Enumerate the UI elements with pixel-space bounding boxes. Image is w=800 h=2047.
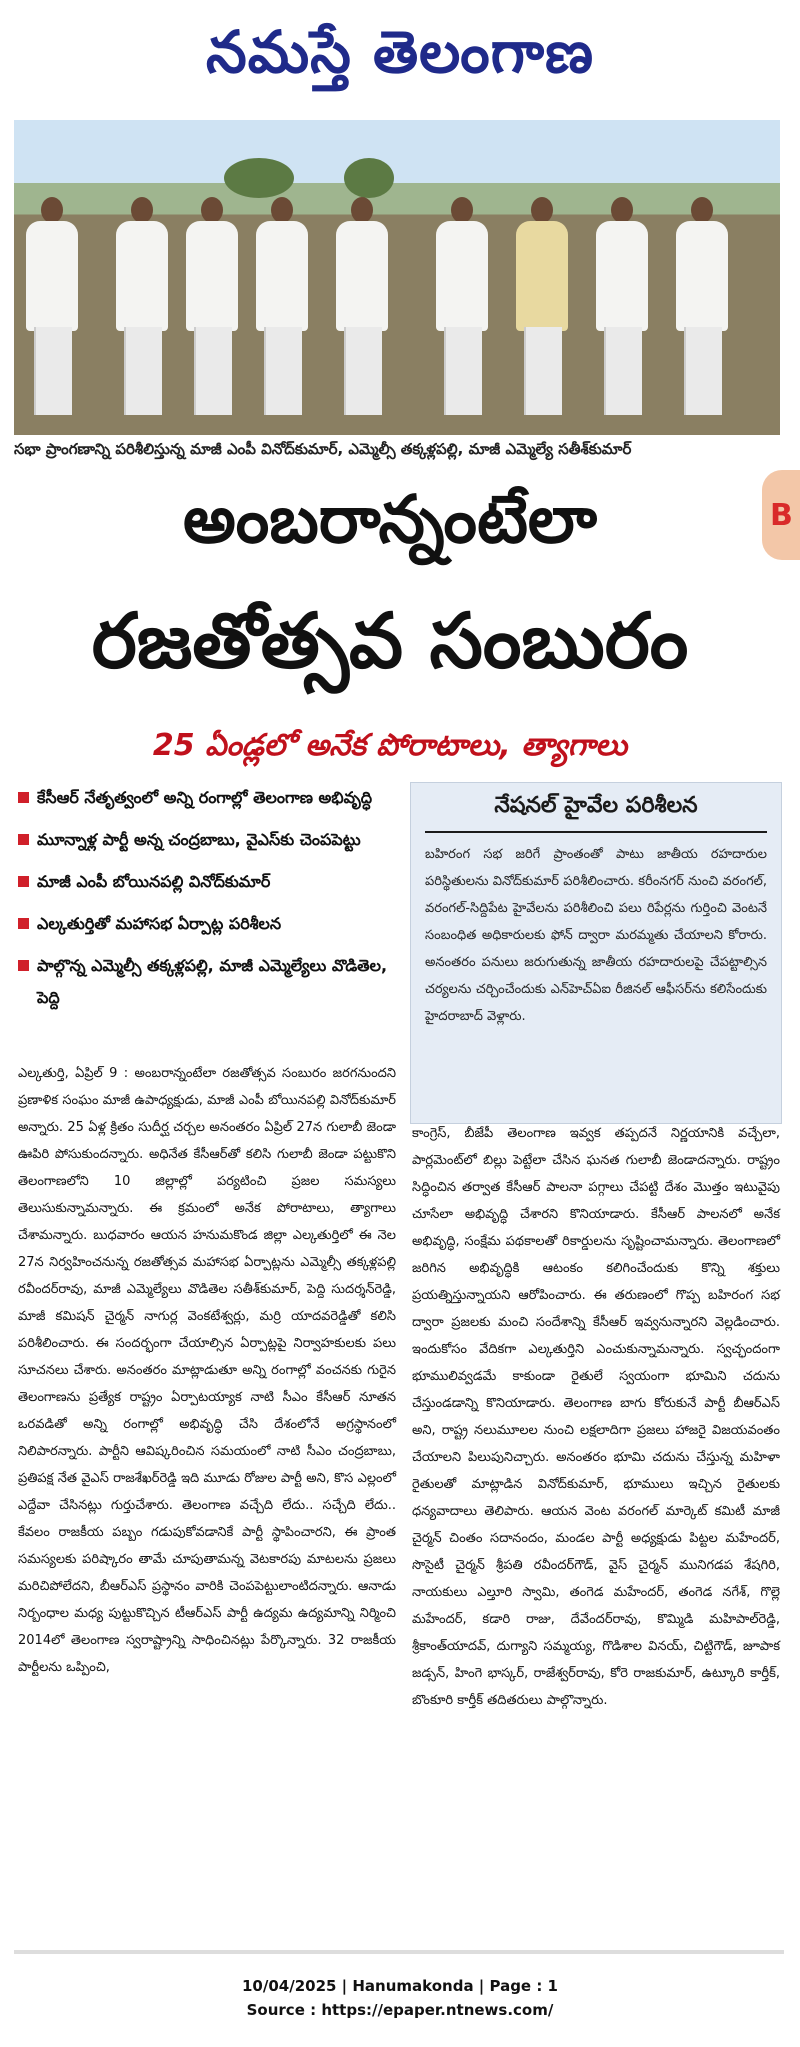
highlight-bullets [18, 782, 398, 1024]
person-figure [434, 197, 490, 417]
ad-letter: B [770, 498, 793, 533]
bullet-item: మాజీ ఎంపీ బోయినపల్లి వినోద్‌కుమార్ [18, 866, 398, 898]
bullet-item: ఎల్కతుర్తితో మహాసభ ఏర్పాట్ల పరిశీలన [18, 908, 398, 940]
person-figure [114, 197, 170, 417]
tree-shape [224, 158, 294, 198]
footer [0, 1974, 800, 2022]
person-figure [514, 197, 570, 417]
person-figure [24, 197, 80, 417]
bullet-square-icon [18, 792, 29, 803]
box-title: నేషనల్ హైవేల పరిశీలన [425, 783, 767, 833]
article-column-1: ఎల్కతుర్తి, ఏప్రిల్ 9 : అంబరాన్నంటేలా రజతోత్సవ సంబురం జరగనుందని ప్రణాళిక సంఘం మాజీ ఉపాధ్యక్షుడు, మాజీ ఎంపీ బోయినపల్లి వినోద్‌కుమార్ అన్నారు. 25 ఏళ్ల క్రితం సుదీర్ఘ చర్చల అనంతరం ఏప్రిల్ 27న గులాబీ జెండా ఊపిరి పోసుకుందన్నారు. అధినేత కేసీఆర్‌తో కలిసి గులాబీ జెండా పట్టుకొని తెలంగాణలోని 10 జిల్లాల్లో పర్యటించి ప్రజల సమస్యలు తెలుసుకున్నామన్నారు. ఈ క్రమంలో అనేక పోరాటాలు, త్యాగాలు చేశామన్నారు. బుధవారం ఆయన హనుమకొండ జిల్లా ఎల్కతుర్తిలో ఈ నెల 27న నిర్వహించనున్న రజతోత్సవ మహాసభ ఏర్పాట్లను ఎమ్మెల్సీ తక్కళ్లపల్లి రవీందర్‌రావు, మాజీ ఎమ్మెల్యేలు వొడితెల సతీశ్‌కుమార్, పెద్ది సుదర్శన్‌రెడ్డి, మాజీ కమిషన్ చైర్మన్ నాగుర్ల వెంకటేశ్వర్లు, మర్రి యాదవరెడ్డితో కలిసి పరిశీలించారు. ఈ సందర్భంగా చేయాల్సిన ఏర్పాట్లపై నిర్వాహకులకు పలు సూచనలు చేశారు. అనంతరం మాట్లాడుతూ అన్ని రంగాల్లో వంచనకు గురైన తెలంగాణను ప్రత్యేక రాష్ట్రం ఏర్పాటయ్యాక నాటి సీఎం కేసీఆర్ నూతన ఒరవడితో అన్ని రంగాల్లో అభివృద్ధి చేసి దేశంలోనే అగ్రస్థానంలో నిలిపారన్నారు. పార్టీని ఆవిష్కరించిన సమయంలో నాటి సీఎం చంద్రబాబు, ప్రతిపక్ష నేత వైఎస్ రాజశేఖర్‌రెడ్డి ఇది మూడు రోజుల పార్టీ అని, కొస ఎల్లంలో ఎద్దేవా చేసినట్లు గుర్తుచేశారు. తెలంగాణ వచ్చేది లేదు.. సచ్చేది లేదు.. కేవలం రాజకీయ పబ్బం గడుపుకోవడానికే పార్టీ స్థాపించారని, ఈ ప్రాంత సమస్యలకు పరిష్కారం తామే చూపుతామన్న వెటకారపు మాటలను ప్రజలు మరిచిపోలేదని, బీఆర్‌ఎస్ ప్రస్థానం వారికి చెంపపెట్టులాంటిదన్నారు. ఆనాడు నిర్బంధాల మధ్య పుట్టుకొచ్చిన టీఆర్‌ఎస్ పార్టీ ఉద్యమ ఉద్యమాన్ని నిర్మించి 2014లో తెలంగాణ స్వరాష్ట్రాన్ని సాధించినట్లు పేర్కొన్నారు. 32 రాజకీయ పార్టీలను ఒప్పించి, [18, 1066, 396, 1675]
bullet-item: పాల్గొన్న ఎమ్మెల్సీ తక్కళ్లపల్లి, మాజీ ఎమ్మెల్యేలు వొడితెల, పెద్ది [18, 950, 398, 1014]
footer-source-line: Source : https://epaper.ntnews.com/ [246, 2001, 554, 2019]
footer-divider [14, 1950, 784, 1954]
headline-line-1: అంబరాన్నంటేలా [182, 480, 598, 558]
footer-date-line: 10/04/2025 | Hanumakonda | Page : 1 [241, 1977, 558, 1995]
person-figure [254, 197, 310, 417]
bullet-item: మూన్నాళ్ల పార్టీ అన్న చంద్రబాబు, వైఎస్‌కు చెంపపెట్టు [18, 824, 398, 856]
tree-shape [344, 158, 394, 198]
person-figure [594, 197, 650, 417]
photo-caption: సభా ప్రాంగణాన్ని పరిశీలిస్తున్న మాజీ ఎంపీ వినోద్‌కుమార్, ఎమ్మెల్సీ తక్కళ్లపల్లి, మాజీ ఎమ్మెల్యే సతీశ్‌కుమార్ [14, 440, 632, 458]
person-figure [184, 197, 240, 417]
box-body: బహిరంగ సభ జరిగే ప్రాంతంతో పాటు జాతీయ రహదారుల పరిస్థితులను వినోద్‌కుమార్ పరిశీలించారు. కరీంనగర్ నుంచి వరంగల్, వరంగల్-సిద్దిపేట హైవేలను పరిశీలించి పలు రిపేర్లను గుర్తించి వెంటనే సంబంధిత అధికారులకు ఫోన్ ద్వారా మరమ్మతు చేయాలని కోరారు. అనంతరం పనులు జరుగుతున్న జాతీయ రహదారులపై చేపట్టాల్సిన చర్యలను చర్చించేందుకు ఎన్‌హెచ్‌ఏఐ రీజినల్ ఆఫీసర్‌ను కలిసేందుకు హైదరాబాద్ వెళ్లారు. [425, 847, 767, 1024]
article-column-2: కాంగ్రెస్, బీజేపీ తెలంగాణ ఇవ్వక తప్పదనే నిర్ణయానికి వచ్చేలా, పార్లమెంట్‌లో బిల్లు పెట్టేలా చేసిన ఘనత గులాబీ జెండాదన్నారు. రాష్ట్రం సిద్ధించిన తర్వాత కేసీఆర్ పాలనా పగ్గాలు చేపట్టి దేశం మొత్తం ఇటువైపు చూసేలా అభివృద్ధి చేశారని కొనియాడారు. కేసీఆర్ పాలనలో అనేక అభివృద్ధి, సంక్షేమ పథకాలతో రికార్డులను సృష్టించామన్నారు. తెలంగాణలో జరిగిన అభివృద్ధికి ఆటంకం కలిగించేందుకు కొన్ని శక్తులు ప్రయత్నిస్తున్నాయని ఆరోపించారు. ఈ తరుణంలో గొప్ప బహిరంగ సభ ద్వారా ప్రజలకు మంచి సందేశాన్ని కేసీఆర్ ఇవ్వనున్నారని వెల్లడించారు. ఇందుకోసం వేదికగా ఎల్కతుర్తిని ఎంచుకున్నామన్నారు. స్వచ్ఛందంగా భూములివ్వడమే కాకుండా రైతులే స్వయంగా భూమిని చదును చేస్తుండడాన్ని కొనియాడారు. తెలంగాణ బాగు కోరుకునే పార్టీ బీఆర్‌ఎస్ అని, రాష్ట్ర నలుమూలల నుంచి లక్షలాదిగా ప్రజలు హాజరై విజయవంతం చేయాలని పిలుపునిచ్చారు. అనంతరం భూమి చదును చేస్తున్న మహిళా రైతులతో మాట్లాడిన వినోద్‌కుమార్, భూములు ఇచ్చిన రైతులకు ధన్యవాదాలు తెలిపారు. ఆయన వెంట వరంగల్ మార్కెట్ కమిటీ మాజీ చైర్మన్ చింతం సదానందం, మండల పార్టీ అధ్యక్షుడు పిట్టల మహేందర్, సొసైటీ చైర్మన్ శ్రీపతి రవీందర్‌గౌడ్, వైస్ చైర్మన్ మునిగడప శేషగిరి, నాయకులు ఎల్తూరి స్వామి, తంగెడ మహేందర్, తంగెడ నగేశ్, గొల్లె మహేందర్, కడారి రాజు, దేవేందర్‌రావు, కొమ్మిడి మహిపాల్‌రెడ్డి, శ్రీకాంత్‌యాదవ్, దుగ్యాని సమ్మయ్య, గొడిశాల వినయ్, చిట్టిగౌడ్, జూపాక జడ్సన్, హింగె భాస్కర్, రాజేశ్వర్‌రావు, కోరె రాజకుమార్, ఉట్కూరి కార్తీక్, బొంకూరి కార్తీక్ తదితరులు పాల్గొన్నారు. [412, 1126, 780, 1708]
news-photo [14, 120, 780, 435]
bullet-square-icon [18, 918, 29, 929]
sidebar-box [410, 782, 782, 1124]
bullet-item: కేసీఆర్ నేతృత్వంలో అన్ని రంగాల్లో తెలంగాణ అభివృద్ధి [18, 782, 398, 814]
person-figure [334, 197, 390, 417]
subheadline: 25 ఏండ్లలో అనేక పోరాటాలు, త్యాగాలు [152, 728, 628, 763]
bullet-square-icon [18, 876, 29, 887]
headline-line-2: రజతోత్సవ సంబురం [91, 596, 689, 685]
bullet-square-icon [18, 960, 29, 971]
person-figure [674, 197, 730, 417]
bullet-square-icon [18, 834, 29, 845]
masthead [0, 0, 800, 118]
newspaper-title: నమస్తే తెలంగాణ [206, 18, 594, 86]
